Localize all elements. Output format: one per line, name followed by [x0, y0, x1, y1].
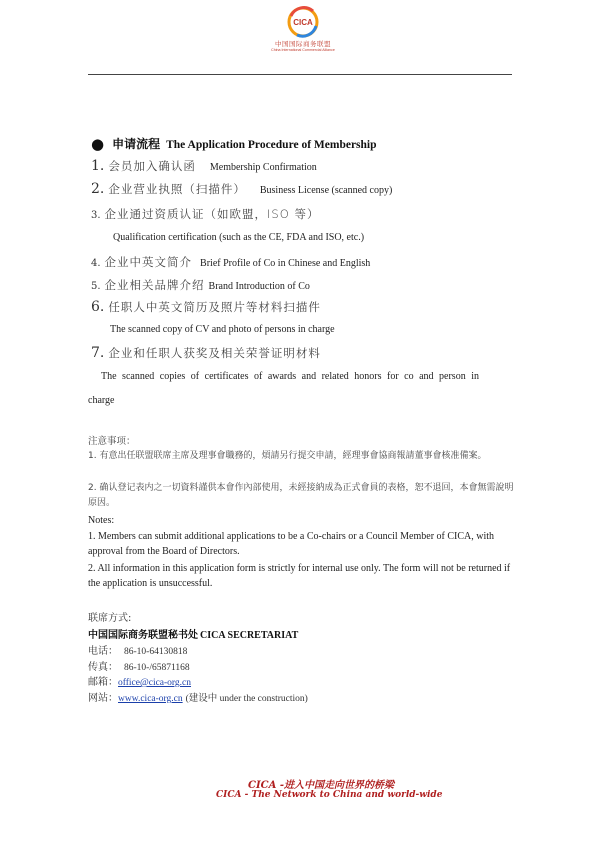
procedure-item-4 — [91, 254, 370, 270]
item-cn: 企业中英文简介 — [104, 255, 193, 269]
secretariat-name — [88, 626, 298, 641]
item-en: Business License (scanned copy) — [259, 185, 393, 196]
item-cn: 企业和任职人获奖及相关荣誉证明材料 — [108, 346, 321, 360]
cica-logo — [263, 6, 343, 52]
fax-value: 86-10-/65871168 — [124, 663, 190, 673]
item-number: 6. — [91, 299, 105, 315]
item-cn: 企业营业执照（扫描件） — [108, 182, 246, 196]
procedure-item-3 — [91, 206, 319, 222]
procedure-heading-cn: 申请流程 — [112, 137, 161, 151]
logo-mark-text: CICA — [293, 18, 313, 27]
item-number: 5. — [91, 281, 101, 292]
item-cn: 会员加入确认函 — [108, 159, 196, 173]
item-number: 1. — [91, 158, 105, 174]
secretariat-cn: 中国国际商务联盟秘书处 — [88, 630, 198, 641]
procedure-item-6-sub: The scanned copy of CV and photo of persons in charge — [110, 324, 335, 335]
website-note: (建设中 under the construction) — [185, 694, 308, 704]
logo-org-en: China International Commercial Alliance — [271, 48, 335, 52]
procedure-item-7 — [91, 345, 321, 361]
phone-value: 86-10-64130818 — [124, 647, 188, 657]
item-cn: 企业相关品牌介绍 — [104, 278, 205, 292]
procedure-heading — [91, 134, 377, 152]
contact-phone — [88, 642, 187, 657]
procedure-item-2 — [91, 181, 392, 197]
notes-title-en: Notes: — [88, 515, 115, 526]
phone-label: 电话： — [88, 646, 118, 657]
note-en-2: 2. All information in this application form is strictly for internal use only. The form will not be returned if the application is unsuccessful. — [88, 563, 511, 589]
website-label: 网站： — [88, 693, 118, 704]
note-en-1: 1. Members can submit additional applications to be a Co-chairs or a Council Member of CICA, with approval from the Board of Directors. — [88, 531, 495, 557]
item-number: 2. — [91, 181, 105, 197]
contact-title: 联席方式: — [88, 613, 132, 624]
procedure-item-6 — [91, 299, 321, 315]
procedure-item-1 — [91, 158, 317, 174]
item-en: Brief Profile of Co in Chinese and English — [200, 258, 371, 269]
procedure-heading-en: The Application Procedure of Membership — [166, 139, 377, 151]
cica-logo-icon — [283, 6, 323, 38]
item-number: 3. — [91, 210, 101, 221]
item-number: 7. — [91, 345, 105, 361]
email-link[interactable]: office@cica-org.cn — [118, 678, 192, 688]
procedure-item-7-sub-line1: The scanned copies of certificates of awards and related honors for co and person in — [101, 371, 479, 382]
item-number: 4. — [91, 258, 101, 269]
item-cn: 企业通过资质认证（如欧盟，ISO 等） — [104, 207, 320, 221]
secretariat-en: CICA SECRETARIAT — [200, 630, 299, 641]
procedure-item-5 — [91, 277, 310, 293]
bullet-icon: ● — [91, 135, 105, 153]
footer-slogan-en: CICA - The Network to China and world-wide — [216, 790, 443, 800]
fax-label: 传真： — [88, 662, 118, 673]
note-cn-1: 1. 有意出任联盟联席主席及理事會職務的，煩請另行提交申請，經理事會協商報請董事會核准備案。 — [88, 451, 487, 461]
header-divider — [88, 74, 512, 75]
item-en: Membership Confirmation — [209, 162, 317, 173]
note-cn-2: 2. 确认登记表内之一切資料謹供本會作內部使用，未經接納成為正式會員的表格，恕不退回，本會無需說明原因。 — [88, 483, 514, 508]
contact-website — [88, 689, 308, 704]
logo-org-cn: 中国国际商务联盟 — [275, 40, 331, 48]
notes-title-cn: 注意事项： — [88, 436, 136, 447]
contact-fax — [88, 658, 190, 673]
contact-email — [88, 673, 191, 688]
item-en: Brand Introduction of Co — [208, 281, 310, 292]
email-label: 邮箱： — [88, 677, 118, 688]
procedure-item-7-sub-line2: charge — [88, 395, 115, 406]
procedure-item-3-sub: Qualification certification (such as the CE, FDA and ISO, etc.) — [113, 232, 365, 243]
footer-slogan-cn: CICA -进入中国走向世界的桥梁 — [248, 780, 394, 791]
item-cn: 任职人中英文简历及照片等材料扫描件 — [108, 300, 321, 314]
website-link[interactable]: www.cica-org.cn — [118, 694, 183, 704]
